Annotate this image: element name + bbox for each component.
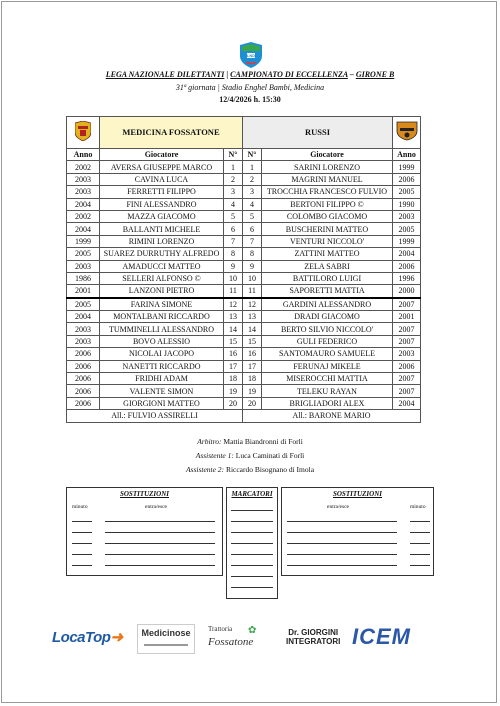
write-in-line[interactable] (410, 565, 430, 566)
away-number: 3 (243, 186, 262, 198)
sponsor-locatop-logo: LocaTop➜ (52, 629, 123, 646)
home-year: 2004 (67, 223, 100, 235)
referee-line (0, 437, 500, 446)
home-number: 19 (224, 385, 243, 397)
home-player-name: MAZZA GIACOMO (100, 210, 224, 222)
write-in-line[interactable] (287, 543, 397, 544)
home-year: 1986 (67, 272, 100, 284)
home-number: 5 (224, 210, 243, 222)
write-in-line[interactable] (231, 521, 273, 522)
away-number: 16 (243, 348, 262, 360)
write-in-line[interactable] (72, 543, 92, 544)
home-team-name: MEDICINA FOSSATONE (100, 117, 243, 149)
away-year: 1999 (393, 161, 421, 173)
away-number: 11 (243, 285, 262, 298)
championship-name: CAMPIONATO DI ECCELLENZA (230, 70, 348, 79)
home-year: 2006 (67, 385, 100, 397)
away-year: 2004 (393, 397, 421, 409)
player-row (67, 335, 421, 347)
home-number: 15 (224, 335, 243, 347)
away-player-name: MAGRINI MANUEL (262, 173, 393, 185)
home-year: 2003 (67, 173, 100, 185)
home-year: 2001 (67, 285, 100, 298)
home-year: 2004 (67, 198, 100, 210)
scorers-box (226, 487, 278, 599)
away-year: 2007 (393, 298, 421, 311)
away-year: 2007 (393, 335, 421, 347)
player-row (67, 373, 421, 385)
away-number: 13 (243, 311, 262, 323)
player-row (67, 285, 421, 298)
away-player-name: SAPORETTI MATTIA (262, 285, 393, 298)
sponsor-giorgini-sub: INTEGRATORI (286, 637, 341, 646)
away-player-name: FERUNAJ MIKELE (262, 360, 393, 372)
sponsor-medicinose-text: Medicinose (141, 628, 191, 638)
home-year: 2003 (67, 323, 100, 335)
assistant2-label: Assistente 2: (185, 465, 225, 474)
away-subs-title: SOSTITUZIONI (332, 490, 382, 498)
write-in-line[interactable] (410, 532, 430, 533)
write-in-line[interactable] (231, 587, 273, 588)
home-player-name: FARINA SIMONE (100, 298, 224, 311)
scorers-title: MARCATORI (231, 490, 273, 498)
away-number: 14 (243, 323, 262, 335)
home-year: 2002 (67, 161, 100, 173)
away-year: 2005 (393, 223, 421, 235)
sponsor-giorgini-name: Dr. GIORGINI (288, 628, 339, 637)
home-minute-label: minuto (72, 504, 88, 510)
home-player-name: FINI ALESSANDRO (100, 198, 224, 210)
player-row (67, 298, 421, 311)
home-substitutions-box (66, 487, 223, 576)
player-row (67, 348, 421, 360)
home-player-name: TUMMINELLI ALESSANDRO (100, 323, 224, 335)
home-player-name: CAVINA LUCA (100, 173, 224, 185)
home-year: 2006 (67, 360, 100, 372)
away-player-name: COLOMBO GIACOMO (262, 210, 393, 222)
home-player-name: LANZONI PIETRO (100, 285, 224, 298)
write-in-line[interactable] (231, 510, 273, 511)
referee-label: Arbitro: (197, 437, 222, 446)
away-year: 2006 (393, 173, 421, 185)
away-player-name: TROCCHIA FRANCESCO FULVIO (262, 186, 393, 198)
away-year: 2007 (393, 373, 421, 385)
player-row (67, 260, 421, 272)
away-number: 5 (243, 210, 262, 222)
write-in-line[interactable] (410, 554, 430, 555)
home-year: 2005 (67, 248, 100, 260)
home-number: 8 (224, 248, 243, 260)
assistant1-name: Luca Caminati di Forlì (235, 451, 305, 460)
home-player-name: AVERSA GIUSEPPE MARCO (100, 161, 224, 173)
away-player-name: MISEROCCHI MATTIA (262, 373, 393, 385)
away-number: 4 (243, 198, 262, 210)
home-number: 9 (224, 260, 243, 272)
away-year: 2007 (393, 323, 421, 335)
write-in-line[interactable] (72, 532, 92, 533)
away-player-name: BRIGLIADORI ALEX (262, 397, 393, 409)
away-year: 2007 (393, 385, 421, 397)
home-inout-label: entra/esce (145, 504, 167, 510)
assistant1-label: Assistente 1: (195, 451, 234, 460)
home-year: 2002 (67, 210, 100, 222)
column-header-row (67, 149, 421, 161)
away-number: 9 (243, 260, 262, 272)
home-number: 17 (224, 360, 243, 372)
assistant2-name: Riccardo Bisognano di Imola (225, 465, 315, 474)
write-in-line[interactable] (105, 521, 215, 522)
away-minute-label: minuto (410, 504, 426, 510)
home-number: 10 (224, 272, 243, 284)
away-player-name: DRADI GIACOMO (262, 311, 393, 323)
header-line-1: LEGA NAZIONALE DILETTANTI | CAMPIONATO DI ECCELLENZA – GIRONE B (105, 70, 395, 79)
write-in-line[interactable] (410, 543, 430, 544)
home-year: 2003 (67, 260, 100, 272)
player-row (67, 385, 421, 397)
home-number: 6 (224, 223, 243, 235)
write-in-line[interactable] (287, 521, 397, 522)
home-subs-title: SOSTITUZIONI (119, 490, 169, 498)
away-player-name: GULI FEDERICO (262, 335, 393, 347)
away-coach: All.: BARONE MARIO (243, 410, 421, 422)
home-player-name: BALLANTI MICHELE (100, 223, 224, 235)
away-player-name: SARINI LORENZO (262, 161, 393, 173)
away-number: 8 (243, 248, 262, 260)
leaf-icon: ✿ (248, 625, 257, 636)
write-in-line[interactable] (105, 543, 215, 544)
write-in-line[interactable] (72, 521, 92, 522)
sponsor-giorgini-logo (286, 628, 340, 646)
write-in-line[interactable] (231, 532, 273, 533)
year-header-home: Anno (67, 149, 100, 161)
home-player-name: NANETTI RICCARDO (100, 360, 224, 372)
home-player-name: BOVO ALESSIO (100, 335, 224, 347)
coach-row (67, 410, 421, 422)
home-player-name: NICOLAI JACOPO (100, 348, 224, 360)
home-number: 3 (224, 186, 243, 198)
write-in-line[interactable] (105, 532, 215, 533)
sponsor-medicinose-logo (137, 624, 195, 654)
player-row (67, 161, 421, 173)
sponsor-locatop-text: LocaTop (52, 629, 111, 646)
sponsor-trattoria-logo (208, 625, 257, 648)
player-header-away: Giocatore (262, 149, 393, 161)
write-in-line[interactable] (231, 576, 273, 577)
svg-text:LND: LND (246, 53, 256, 59)
away-player-name: BERTO SILVIO NICCOLO' (262, 323, 393, 335)
away-substitutions-box (281, 487, 434, 576)
away-team-badge-icon (396, 121, 418, 141)
player-row (67, 272, 421, 284)
away-number: 1 (243, 161, 262, 173)
assistant1-line (0, 451, 500, 460)
home-number: 14 (224, 323, 243, 335)
home-player-name: FRIDHI ADAM (100, 373, 224, 385)
away-inout-label: entra/esce (327, 504, 349, 510)
home-player-name: SELLERI ALFONSO © (100, 272, 224, 284)
home-number: 20 (224, 397, 243, 409)
home-number: 7 (224, 235, 243, 247)
away-year: 2003 (393, 348, 421, 360)
match-datetime: 12/4/2026 h. 15:30 (219, 95, 281, 104)
home-player-name: AMADUCCI MATTEO (100, 260, 224, 272)
number-header-home: N° (224, 149, 243, 161)
away-year: 2003 (393, 210, 421, 222)
home-number: 18 (224, 373, 243, 385)
write-in-line[interactable] (105, 565, 215, 566)
away-player-name: ZATTINI MATTEO (262, 248, 393, 260)
home-player-name: RIMINI LORENZO (100, 235, 224, 247)
away-number: 18 (243, 373, 262, 385)
player-row (67, 186, 421, 198)
home-number: 13 (224, 311, 243, 323)
home-player-name: MONTALBANI RICCARDO (100, 311, 224, 323)
write-in-line[interactable] (287, 532, 397, 533)
home-number: 11 (224, 285, 243, 298)
home-year: 2005 (67, 298, 100, 311)
away-number: 7 (243, 235, 262, 247)
lnd-shield-icon (240, 42, 262, 68)
sponsor-trattoria-name: Fossatone (208, 636, 254, 648)
player-header-home: Giocatore (100, 149, 224, 161)
sponsor-icem-logo (352, 624, 411, 650)
away-year: 2005 (393, 186, 421, 198)
home-year: 1999 (67, 235, 100, 247)
roster-table (66, 116, 421, 423)
away-number: 19 (243, 385, 262, 397)
away-number: 15 (243, 335, 262, 347)
round-venue: 31ª giornata | Stadio Enghel Bambi, Medicina (175, 83, 325, 92)
away-player-name: BUSCHERINI MATTEO (262, 223, 393, 235)
home-year: 2004 (67, 311, 100, 323)
player-row (67, 235, 421, 247)
write-in-line[interactable] (287, 565, 397, 566)
sponsor-trattoria-label: Trattoria (208, 625, 233, 633)
assistant2-line (0, 465, 500, 474)
home-player-name: FERRETTI FILIPPO (100, 186, 224, 198)
away-number: 6 (243, 223, 262, 235)
away-player-name: VENTURI NICCOLO' (262, 235, 393, 247)
away-player-name: SANTOMAURO SAMUELE (262, 348, 393, 360)
team-row (67, 117, 421, 149)
write-in-line[interactable] (72, 554, 92, 555)
home-player-name: VALENTE SIMON (100, 385, 224, 397)
away-player-name: TELEKU RAYAN (262, 385, 393, 397)
write-in-line[interactable] (231, 565, 273, 566)
home-coach: All.: FULVIO ASSIRELLI (67, 410, 243, 422)
player-row (67, 311, 421, 323)
away-number: 2 (243, 173, 262, 185)
home-year: 2003 (67, 335, 100, 347)
away-year: 2006 (393, 260, 421, 272)
home-year: 2003 (67, 186, 100, 198)
home-number: 2 (224, 173, 243, 185)
write-in-line[interactable] (410, 521, 430, 522)
away-team-name: RUSSI (243, 117, 393, 149)
away-year: 2001 (393, 311, 421, 323)
year-header-away: Anno (393, 149, 421, 161)
player-row (67, 323, 421, 335)
home-year: 2006 (67, 348, 100, 360)
away-badge-cell (393, 117, 421, 149)
home-number: 4 (224, 198, 243, 210)
home-number: 1 (224, 161, 243, 173)
home-player-name: SUAREZ DURRUTHY ALFREDO (100, 248, 224, 260)
write-in-line[interactable] (105, 554, 215, 555)
away-year: 1999 (393, 235, 421, 247)
home-badge-cell (67, 117, 100, 149)
player-row (67, 248, 421, 260)
group-name: GIRONE B (355, 70, 395, 79)
away-year: 2006 (393, 360, 421, 372)
write-in-line[interactable] (231, 554, 273, 555)
write-in-line[interactable] (72, 565, 92, 566)
away-year: 1990 (393, 198, 421, 210)
player-row (67, 360, 421, 372)
away-player-name: BATTILORO LUIGI (262, 272, 393, 284)
away-year: 2000 (393, 285, 421, 298)
referee-name: Mattia Biandronni di Forlì (223, 437, 303, 446)
home-player-name: GIORGIONI MATTEO (100, 397, 224, 409)
player-row (67, 223, 421, 235)
away-year: 2004 (393, 248, 421, 260)
home-year: 2006 (67, 397, 100, 409)
away-year: 1996 (393, 272, 421, 284)
home-number: 16 (224, 348, 243, 360)
number-header-away: N° (243, 149, 262, 161)
away-player-name: ZELA SABRI (262, 260, 393, 272)
away-number: 12 (243, 298, 262, 311)
player-row (67, 198, 421, 210)
away-number: 17 (243, 360, 262, 372)
player-row (67, 397, 421, 409)
league-name: LEGA NAZIONALE DILETTANTI (105, 70, 225, 79)
away-player-name: BERTONI FILIPPO © (262, 198, 393, 210)
home-team-badge-icon (75, 121, 91, 141)
away-number: 10 (243, 272, 262, 284)
home-number: 12 (224, 298, 243, 311)
home-year: 2006 (67, 373, 100, 385)
away-player-name: GARDINI ALESSANDRO (262, 298, 393, 311)
write-in-line[interactable] (287, 554, 397, 555)
sponsor-icem-text: ICEM (352, 624, 411, 649)
away-number: 20 (243, 397, 262, 409)
player-row (67, 173, 421, 185)
player-row (67, 210, 421, 222)
write-in-line[interactable] (231, 543, 273, 544)
